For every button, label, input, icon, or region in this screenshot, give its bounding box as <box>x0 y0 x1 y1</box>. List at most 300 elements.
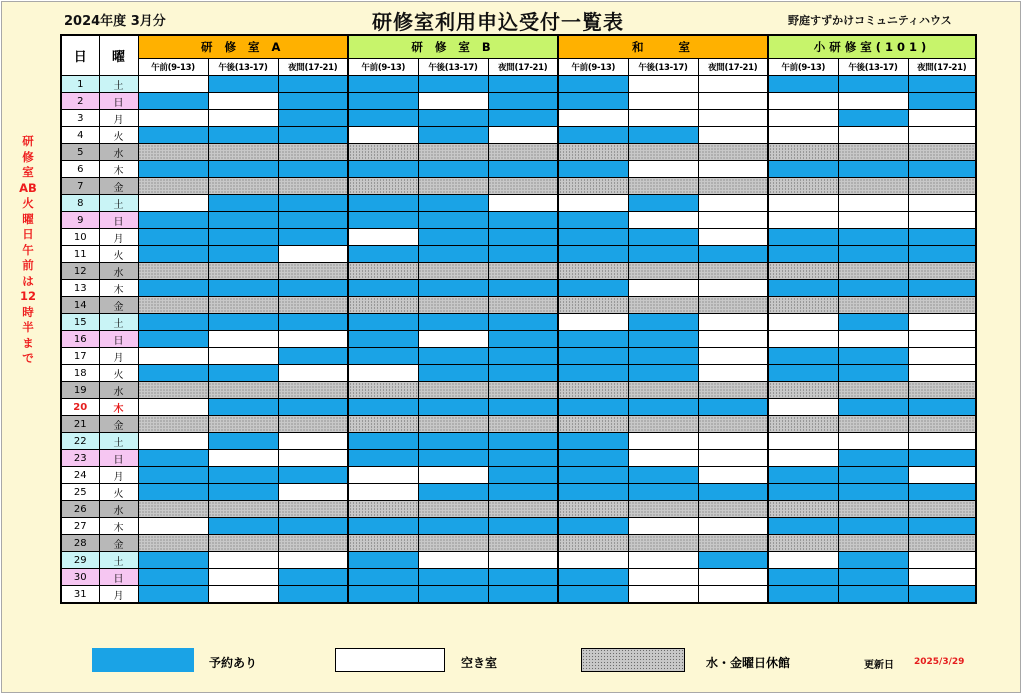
slot-booked <box>488 518 558 535</box>
legend-free-swatch <box>335 648 445 672</box>
slot-closed <box>418 297 488 314</box>
fiscal-period: 2024年度 3月分 <box>64 14 166 29</box>
slot-booked <box>278 212 348 229</box>
day-number-cell: 6 <box>61 161 99 178</box>
slot-closed <box>908 263 976 280</box>
booking-table-body <box>61 76 976 604</box>
slot-booked <box>418 450 488 467</box>
day-number-cell: 28 <box>61 535 99 552</box>
slot-free <box>698 365 768 382</box>
slot-booked <box>558 229 628 246</box>
slot-free <box>908 314 976 331</box>
slot-free <box>698 229 768 246</box>
slot-free <box>208 569 278 586</box>
day-number-cell: 14 <box>61 297 99 314</box>
day-number-cell: 22 <box>61 433 99 450</box>
updated-label: 更新日 <box>864 660 894 671</box>
day-number-cell: 31 <box>61 586 99 604</box>
slot-free <box>278 450 348 467</box>
slot-closed <box>628 297 698 314</box>
slot-booked <box>488 586 558 604</box>
slot-booked <box>838 348 908 365</box>
slot-free <box>558 195 628 212</box>
weekday-cell: 火 <box>99 484 138 501</box>
slot-booked <box>838 552 908 569</box>
table-row <box>61 263 976 280</box>
weekday-cell: 金 <box>99 178 138 195</box>
slot-free <box>698 127 768 144</box>
slot-closed <box>698 297 768 314</box>
slot-closed <box>838 178 908 195</box>
slot-booked <box>838 586 908 604</box>
table-row <box>61 365 976 382</box>
slot-booked <box>838 229 908 246</box>
table-row <box>61 195 976 212</box>
slot-booked <box>768 518 838 535</box>
slot-booked <box>418 246 488 263</box>
slot-booked <box>348 450 418 467</box>
slot-free <box>558 110 628 127</box>
slot-booked <box>208 76 278 93</box>
weekday-cell: 水 <box>99 382 138 399</box>
day-number-cell: 7 <box>61 178 99 195</box>
weekday-cell: 月 <box>99 467 138 484</box>
slot-booked <box>208 161 278 178</box>
slot-free <box>558 314 628 331</box>
slot-free <box>838 195 908 212</box>
weekday-cell: 水 <box>99 144 138 161</box>
slot-free <box>698 76 768 93</box>
slot-booked <box>698 246 768 263</box>
slot-booked <box>908 229 976 246</box>
slot-closed <box>488 416 558 433</box>
slot-closed <box>138 178 208 195</box>
table-row <box>61 331 976 348</box>
weekday-cell: 金 <box>99 416 138 433</box>
page-title: 研修室利用申込受付一覧表 <box>372 10 624 34</box>
slot-booked <box>838 365 908 382</box>
weekday-cell: 土 <box>99 552 138 569</box>
slot-closed <box>208 178 278 195</box>
slot-free <box>628 518 698 535</box>
slot-booked <box>628 229 698 246</box>
slot-booked <box>558 161 628 178</box>
slot-free <box>628 569 698 586</box>
slot-closed <box>838 382 908 399</box>
slot-booked <box>208 433 278 450</box>
day-number-cell: 8 <box>61 195 99 212</box>
weekday-cell: 土 <box>99 76 138 93</box>
day-column-header: 日 <box>61 35 99 76</box>
slot-booked <box>488 161 558 178</box>
slot-free <box>628 280 698 297</box>
slot-free <box>278 484 348 501</box>
slot-closed <box>698 144 768 161</box>
slot-closed <box>628 416 698 433</box>
slot-booked <box>488 569 558 586</box>
slot-free <box>488 127 558 144</box>
slot-booked <box>908 161 976 178</box>
slot-closed <box>908 382 976 399</box>
slot-booked <box>278 314 348 331</box>
slot-booked <box>768 586 838 604</box>
slot-closed <box>558 144 628 161</box>
day-number-cell: 9 <box>61 212 99 229</box>
table-row <box>61 433 976 450</box>
slot-closed <box>908 535 976 552</box>
weekday-cell: 日 <box>99 569 138 586</box>
slot-booked <box>208 467 278 484</box>
table-row <box>61 484 976 501</box>
slot-booked <box>838 399 908 416</box>
slot-free <box>278 433 348 450</box>
slot-closed <box>208 416 278 433</box>
slot-booked <box>138 467 208 484</box>
slot-booked <box>208 127 278 144</box>
slot-booked <box>348 161 418 178</box>
slot-closed <box>278 297 348 314</box>
slot-free <box>768 399 838 416</box>
table-row <box>61 467 976 484</box>
slot-free <box>278 331 348 348</box>
slot-free <box>768 331 838 348</box>
slot-closed <box>348 144 418 161</box>
day-number-cell: 15 <box>61 314 99 331</box>
slot-closed <box>768 501 838 518</box>
slot-booked <box>348 399 418 416</box>
weekday-cell: 金 <box>99 297 138 314</box>
table-row <box>61 399 976 416</box>
slot-header: 午前(9-13) <box>348 59 418 76</box>
weekday-cell: 月 <box>99 586 138 604</box>
table-row <box>61 229 976 246</box>
slot-booked <box>908 484 976 501</box>
weekday-cell: 木 <box>99 518 138 535</box>
slot-closed <box>628 263 698 280</box>
slot-closed <box>838 535 908 552</box>
weekday-cell: 火 <box>99 127 138 144</box>
slot-booked <box>208 365 278 382</box>
slot-booked <box>838 280 908 297</box>
slot-booked <box>348 569 418 586</box>
slot-free <box>698 433 768 450</box>
slot-booked <box>138 569 208 586</box>
slot-booked <box>138 93 208 110</box>
slot-free <box>698 569 768 586</box>
slot-closed <box>488 535 558 552</box>
slot-booked <box>698 399 768 416</box>
slot-closed <box>838 297 908 314</box>
slot-booked <box>138 365 208 382</box>
slot-free <box>838 331 908 348</box>
slot-free <box>908 127 976 144</box>
slot-free <box>348 229 418 246</box>
slot-free <box>628 93 698 110</box>
slot-booked <box>348 110 418 127</box>
slot-booked <box>278 195 348 212</box>
slot-booked <box>628 365 698 382</box>
slot-booked <box>768 484 838 501</box>
day-number-cell: 12 <box>61 263 99 280</box>
slot-booked <box>418 484 488 501</box>
legend-closed-label: 水・金曜日休館 <box>706 656 791 670</box>
slot-booked <box>768 76 838 93</box>
slot-closed <box>768 535 838 552</box>
day-number-cell: 30 <box>61 569 99 586</box>
slot-closed <box>838 501 908 518</box>
slot-closed <box>278 501 348 518</box>
slot-booked <box>348 586 418 604</box>
slot-booked <box>698 484 768 501</box>
room-header-small: 小研修室(101) <box>768 35 976 59</box>
slot-booked <box>138 127 208 144</box>
weekday-cell: 日 <box>99 331 138 348</box>
slot-booked <box>278 586 348 604</box>
slot-free <box>908 348 976 365</box>
slot-header: 夜間(17-21) <box>698 59 768 76</box>
slot-closed <box>418 416 488 433</box>
slot-booked <box>418 127 488 144</box>
slot-booked <box>488 365 558 382</box>
slot-booked <box>418 110 488 127</box>
slot-free <box>768 450 838 467</box>
slot-free <box>628 212 698 229</box>
slot-booked <box>418 433 488 450</box>
slot-booked <box>768 246 838 263</box>
table-row <box>61 518 976 535</box>
slot-free <box>488 195 558 212</box>
slot-booked <box>418 399 488 416</box>
table-row <box>61 144 976 161</box>
slot-free <box>908 331 976 348</box>
slot-free <box>768 314 838 331</box>
slot-closed <box>908 416 976 433</box>
slot-booked <box>138 229 208 246</box>
slot-booked <box>208 518 278 535</box>
slot-free <box>278 552 348 569</box>
slot-free <box>138 399 208 416</box>
slot-booked <box>628 484 698 501</box>
slot-free <box>838 212 908 229</box>
slot-header: 夜間(17-21) <box>278 59 348 76</box>
slot-booked <box>558 399 628 416</box>
slot-booked <box>418 365 488 382</box>
slot-booked <box>628 246 698 263</box>
slot-free <box>628 552 698 569</box>
slot-free <box>768 195 838 212</box>
slot-closed <box>208 144 278 161</box>
slot-closed <box>698 535 768 552</box>
slot-booked <box>768 569 838 586</box>
slot-closed <box>488 297 558 314</box>
slot-booked <box>488 331 558 348</box>
slot-booked <box>488 314 558 331</box>
slot-closed <box>558 297 628 314</box>
slot-closed <box>628 382 698 399</box>
slot-closed <box>768 382 838 399</box>
slot-free <box>138 433 208 450</box>
slot-booked <box>488 229 558 246</box>
weekday-cell: 水 <box>99 501 138 518</box>
slot-free <box>138 110 208 127</box>
slot-booked <box>278 569 348 586</box>
slot-free <box>698 467 768 484</box>
day-number-cell: 3 <box>61 110 99 127</box>
slot-closed <box>278 535 348 552</box>
slot-header: 午後(13-17) <box>628 59 698 76</box>
table-row <box>61 178 976 195</box>
slot-booked <box>838 450 908 467</box>
slot-booked <box>138 484 208 501</box>
day-number-cell: 4 <box>61 127 99 144</box>
slot-free <box>768 433 838 450</box>
slot-booked <box>208 195 278 212</box>
slot-free <box>908 433 976 450</box>
slot-booked <box>628 348 698 365</box>
slot-closed <box>838 416 908 433</box>
slot-booked <box>558 569 628 586</box>
day-number-cell: 2 <box>61 93 99 110</box>
slot-closed <box>348 535 418 552</box>
table-row <box>61 569 976 586</box>
slot-booked <box>208 229 278 246</box>
slot-booked <box>488 450 558 467</box>
slot-booked <box>488 399 558 416</box>
day-number-cell: 11 <box>61 246 99 263</box>
slot-booked <box>348 246 418 263</box>
slot-booked <box>488 246 558 263</box>
slot-booked <box>838 484 908 501</box>
slot-free <box>558 552 628 569</box>
slot-free <box>768 212 838 229</box>
slot-booked <box>698 552 768 569</box>
slot-booked <box>348 314 418 331</box>
slot-closed <box>418 382 488 399</box>
slot-booked <box>138 314 208 331</box>
slot-free <box>418 331 488 348</box>
slot-booked <box>908 450 976 467</box>
table-row <box>61 501 976 518</box>
slot-closed <box>628 144 698 161</box>
slot-closed <box>138 144 208 161</box>
slot-booked <box>278 518 348 535</box>
slot-booked <box>348 280 418 297</box>
slot-booked <box>558 93 628 110</box>
room-header-row <box>61 35 976 59</box>
slot-free <box>628 433 698 450</box>
weekday-cell: 火 <box>99 365 138 382</box>
slot-closed <box>138 416 208 433</box>
slot-closed <box>558 382 628 399</box>
slot-booked <box>278 161 348 178</box>
table-row <box>61 450 976 467</box>
slot-header: 午前(9-13) <box>768 59 838 76</box>
slot-booked <box>278 93 348 110</box>
slot-closed <box>768 263 838 280</box>
slot-closed <box>908 297 976 314</box>
slot-free <box>628 161 698 178</box>
slot-closed <box>348 416 418 433</box>
slot-booked <box>768 365 838 382</box>
slot-booked <box>908 518 976 535</box>
day-number-cell: 27 <box>61 518 99 535</box>
slot-booked <box>838 518 908 535</box>
slot-booked <box>418 76 488 93</box>
slot-free <box>138 348 208 365</box>
slot-booked <box>558 586 628 604</box>
slot-closed <box>488 178 558 195</box>
slot-free <box>208 110 278 127</box>
slot-closed <box>208 263 278 280</box>
weekday-cell: 木 <box>99 161 138 178</box>
legend-booked-swatch <box>92 648 194 672</box>
slot-booked <box>838 110 908 127</box>
table-row <box>61 246 976 263</box>
slot-booked <box>838 569 908 586</box>
slot-closed <box>768 416 838 433</box>
day-number-cell: 17 <box>61 348 99 365</box>
slot-header-row <box>61 59 976 76</box>
slot-booked <box>278 467 348 484</box>
slot-booked <box>208 246 278 263</box>
slot-free <box>628 76 698 93</box>
slot-booked <box>838 467 908 484</box>
slot-free <box>838 93 908 110</box>
slot-booked <box>488 110 558 127</box>
slot-booked <box>418 280 488 297</box>
table-row <box>61 76 976 93</box>
weekday-cell: 日 <box>99 212 138 229</box>
table-row <box>61 416 976 433</box>
slot-closed <box>348 382 418 399</box>
table-row <box>61 297 976 314</box>
slot-free <box>628 110 698 127</box>
slot-closed <box>278 144 348 161</box>
weekday-cell: 水 <box>99 263 138 280</box>
table-row <box>61 161 976 178</box>
slot-booked <box>628 331 698 348</box>
slot-closed <box>418 178 488 195</box>
slot-free <box>698 195 768 212</box>
weekday-cell: 月 <box>99 110 138 127</box>
slot-closed <box>348 178 418 195</box>
slot-free <box>698 518 768 535</box>
slot-closed <box>628 535 698 552</box>
slot-booked <box>628 195 698 212</box>
slot-closed <box>698 501 768 518</box>
facility-name: 野庭すずかけコミュニティハウス <box>788 14 952 27</box>
slot-header: 午前(9-13) <box>558 59 628 76</box>
slot-free <box>908 569 976 586</box>
slot-booked <box>628 399 698 416</box>
slot-closed <box>768 144 838 161</box>
slot-booked <box>628 314 698 331</box>
slot-free <box>698 280 768 297</box>
slot-booked <box>138 161 208 178</box>
slot-closed <box>418 501 488 518</box>
slot-closed <box>838 263 908 280</box>
slot-free <box>768 93 838 110</box>
slot-free <box>208 586 278 604</box>
slot-free <box>348 127 418 144</box>
weekday-cell: 木 <box>99 280 138 297</box>
slot-booked <box>908 586 976 604</box>
slot-closed <box>488 501 558 518</box>
slot-booked <box>488 433 558 450</box>
slot-closed <box>138 263 208 280</box>
table-row <box>61 127 976 144</box>
slot-closed <box>558 416 628 433</box>
